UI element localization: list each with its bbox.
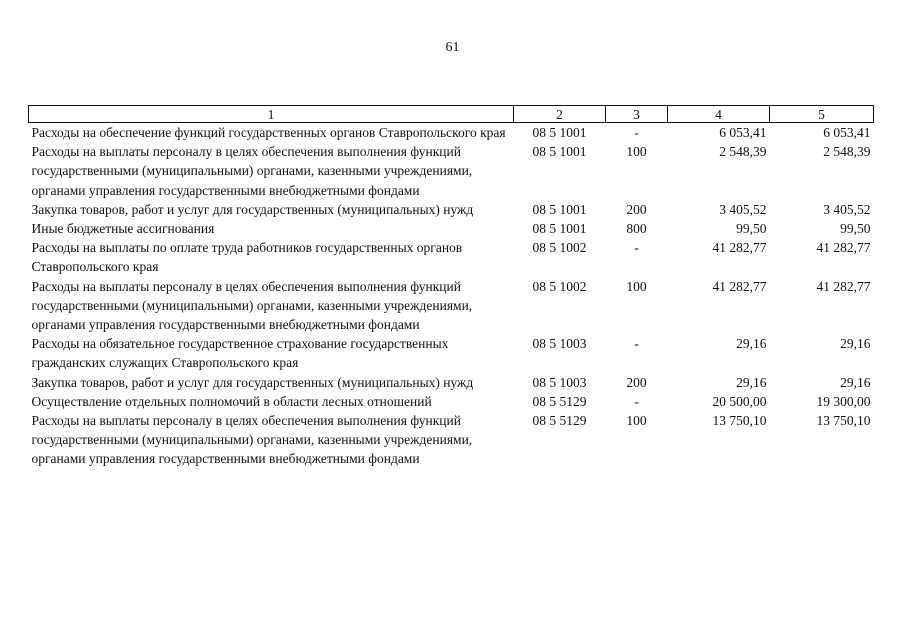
row-sum-1: 29,16 — [736, 374, 767, 390]
table-row — [29, 334, 874, 372]
row-name: Расходы на обеспечение функций государственных органов Ставропольского края — [31, 125, 506, 140]
column-header-2: 2 — [514, 106, 606, 123]
column-header-3: 3 — [606, 106, 668, 123]
row-sum-2: 6 053,41 — [823, 125, 871, 140]
row-sum-2: 41 282,77 — [816, 240, 871, 256]
row-code: 08 5 1002 — [532, 240, 587, 256]
row-expense-type: - — [634, 393, 639, 409]
row-sum-1: 6 053,41 — [719, 125, 767, 140]
column-header-1: 1 — [29, 106, 514, 123]
row-name: Расходы на выплаты по оплате труда работников государственных органов Ставропольского края — [31, 240, 463, 275]
row-sum-1: 13 750,10 — [712, 413, 767, 429]
row-expense-type: - — [634, 125, 639, 140]
row-sum-1: 20 500,00 — [712, 393, 767, 409]
page-number: 61 — [445, 40, 460, 55]
row-name: Расходы на выплаты персоналу в целях обеспечения выполнения функций государственными (муниципальными) органами, казенными учреждениями, органами управления государственными внебюджетными фондами — [31, 413, 473, 467]
table-row — [29, 200, 874, 219]
column-header-4: 4 — [668, 106, 770, 123]
row-code: 08 5 1003 — [532, 336, 587, 352]
table-row — [29, 219, 874, 238]
row-code: 08 5 1002 — [532, 278, 587, 294]
row-sum-2: 29,16 — [840, 336, 871, 352]
table-row — [29, 277, 874, 335]
row-sum-2: 99,50 — [840, 221, 871, 237]
row-name: Иные бюджетные ассигнования — [31, 221, 215, 237]
row-name: Расходы на выплаты персоналу в целях обеспечения выполнения функций государственными (муниципальными) органами, казенными учреждениями, органами управления государственными внебюджетными фондами — [31, 144, 473, 198]
row-expense-type: - — [634, 240, 639, 256]
row-expense-type: 200 — [626, 374, 647, 390]
row-sum-1: 29,16 — [736, 336, 767, 352]
row-code: 08 5 1001 — [532, 221, 587, 237]
row-expense-type: 800 — [626, 221, 647, 237]
row-expense-type: 100 — [626, 278, 647, 294]
row-sum-2: 19 300,00 — [816, 393, 871, 409]
row-name: Закупка товаров, работ и услуг для государственных (муниципальных) нужд — [31, 374, 474, 390]
table-row — [29, 373, 874, 392]
row-sum-2: 3 405,52 — [823, 201, 871, 217]
row-code: 08 5 1001 — [532, 201, 587, 217]
row-sum-1: 41 282,77 — [712, 278, 767, 294]
table-row — [29, 392, 874, 411]
row-sum-1: 2 548,39 — [719, 144, 767, 160]
row-expense-type: 100 — [626, 144, 647, 160]
row-code: 08 5 1001 — [532, 125, 587, 140]
row-expense-type: 100 — [626, 413, 647, 429]
column-header-5: 5 — [770, 106, 874, 123]
row-code: 08 5 1001 — [532, 144, 587, 160]
row-sum-1: 99,50 — [736, 221, 767, 237]
table-row — [29, 238, 874, 276]
row-sum-1: 41 282,77 — [712, 240, 767, 256]
row-code: 08 5 5129 — [532, 413, 587, 429]
table-header-row — [29, 106, 874, 123]
row-name: Расходы на выплаты персоналу в целях обеспечения выполнения функций государственными (муниципальными) органами, казенными учреждениями, органами управления государственными внебюджетными фондами — [31, 278, 473, 333]
row-sum-2: 2 548,39 — [823, 144, 871, 160]
table-row — [29, 142, 874, 200]
row-sum-2: 13 750,10 — [816, 413, 871, 429]
table-row — [29, 123, 874, 143]
row-name: Расходы на обязательное государственное страхование государственных гражданских служащих Ставропольского края — [31, 336, 449, 371]
budget-table — [28, 105, 874, 469]
row-sum-1: 3 405,52 — [719, 201, 767, 217]
row-code: 08 5 1003 — [532, 374, 587, 390]
row-expense-type: - — [634, 336, 639, 352]
row-expense-type: 200 — [626, 201, 647, 217]
row-name: Закупка товаров, работ и услуг для государственных (муниципальных) нужд — [31, 201, 474, 217]
row-sum-2: 29,16 — [840, 374, 871, 390]
row-name: Осуществление отдельных полномочий в области лесных отношений — [31, 393, 432, 409]
table-row — [29, 411, 874, 469]
row-code: 08 5 5129 — [532, 393, 587, 409]
row-sum-2: 41 282,77 — [816, 278, 871, 294]
